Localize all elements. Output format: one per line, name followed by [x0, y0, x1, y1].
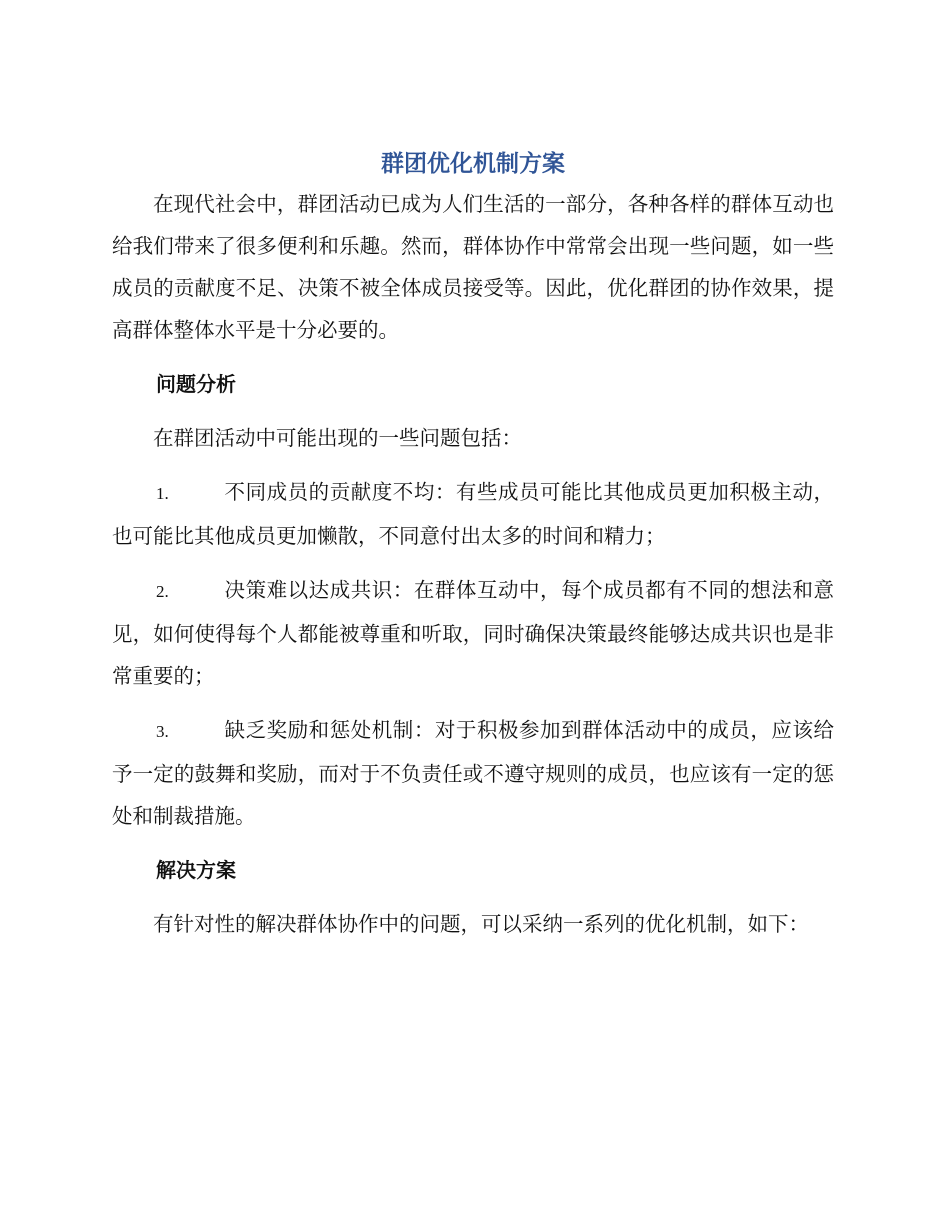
solution-lead-paragraph: 有针对性的解决群体协作中的问题，可以采纳一系列的优化机制，如下：: [153, 912, 809, 936]
list-item-number: 1.: [156, 484, 169, 503]
list-item: [112, 569, 834, 697]
problem-lead-paragraph: 在群团活动中可能出现的一些问题包括：: [153, 426, 522, 450]
spacer: [112, 557, 834, 569]
list-item: [112, 709, 834, 837]
section-heading-solution: 解决方案: [156, 858, 236, 882]
section-heading-problem-analysis: 问题分析: [156, 372, 236, 396]
spacer: [112, 351, 834, 363]
list-item-number: 3.: [156, 722, 169, 741]
intro-paragraph: 在现代社会中，群团活动已成为人们生活的一部分，各种各样的群体互动也给我们带来了很多便利和乐趣。然而，群体协作中常常会出现一些问题，如一些成员的贡献度不足、决策不被全体成员接受等。因此，优化群团的协作效果，提高群体整体水平是十分必要的。: [112, 192, 834, 342]
document-title: 群团优化机制方案: [381, 151, 565, 177]
spacer: [112, 837, 834, 849]
list-item-text: 缺乏奖励和惩处机制：对于积极参加到群体活动中的成员，应该给予一定的鼓舞和奖励，而对于不负责任或不遵守规则的成员，也应该有一定的惩处和制裁措施。: [112, 718, 834, 828]
list-item: [112, 471, 834, 557]
document-page: [112, 145, 834, 945]
spacer: [112, 891, 834, 903]
list-item-text: 不同成员的贡献度不均：有些成员可能比其他成员更加积极主动，也可能比其他成员更加懒散，不同意付出太多的时间和精力；: [112, 480, 834, 548]
spacer: [112, 697, 834, 709]
spacer: [112, 405, 834, 417]
spacer: [112, 459, 834, 471]
list-item-text: 决策难以达成共识：在群体互动中，每个成员都有不同的想法和意见，如何使得每个人都能被尊重和听取，同时确保决策最终能够达成共识也是非常重要的；: [112, 578, 834, 688]
list-item-number: 2.: [156, 582, 169, 601]
